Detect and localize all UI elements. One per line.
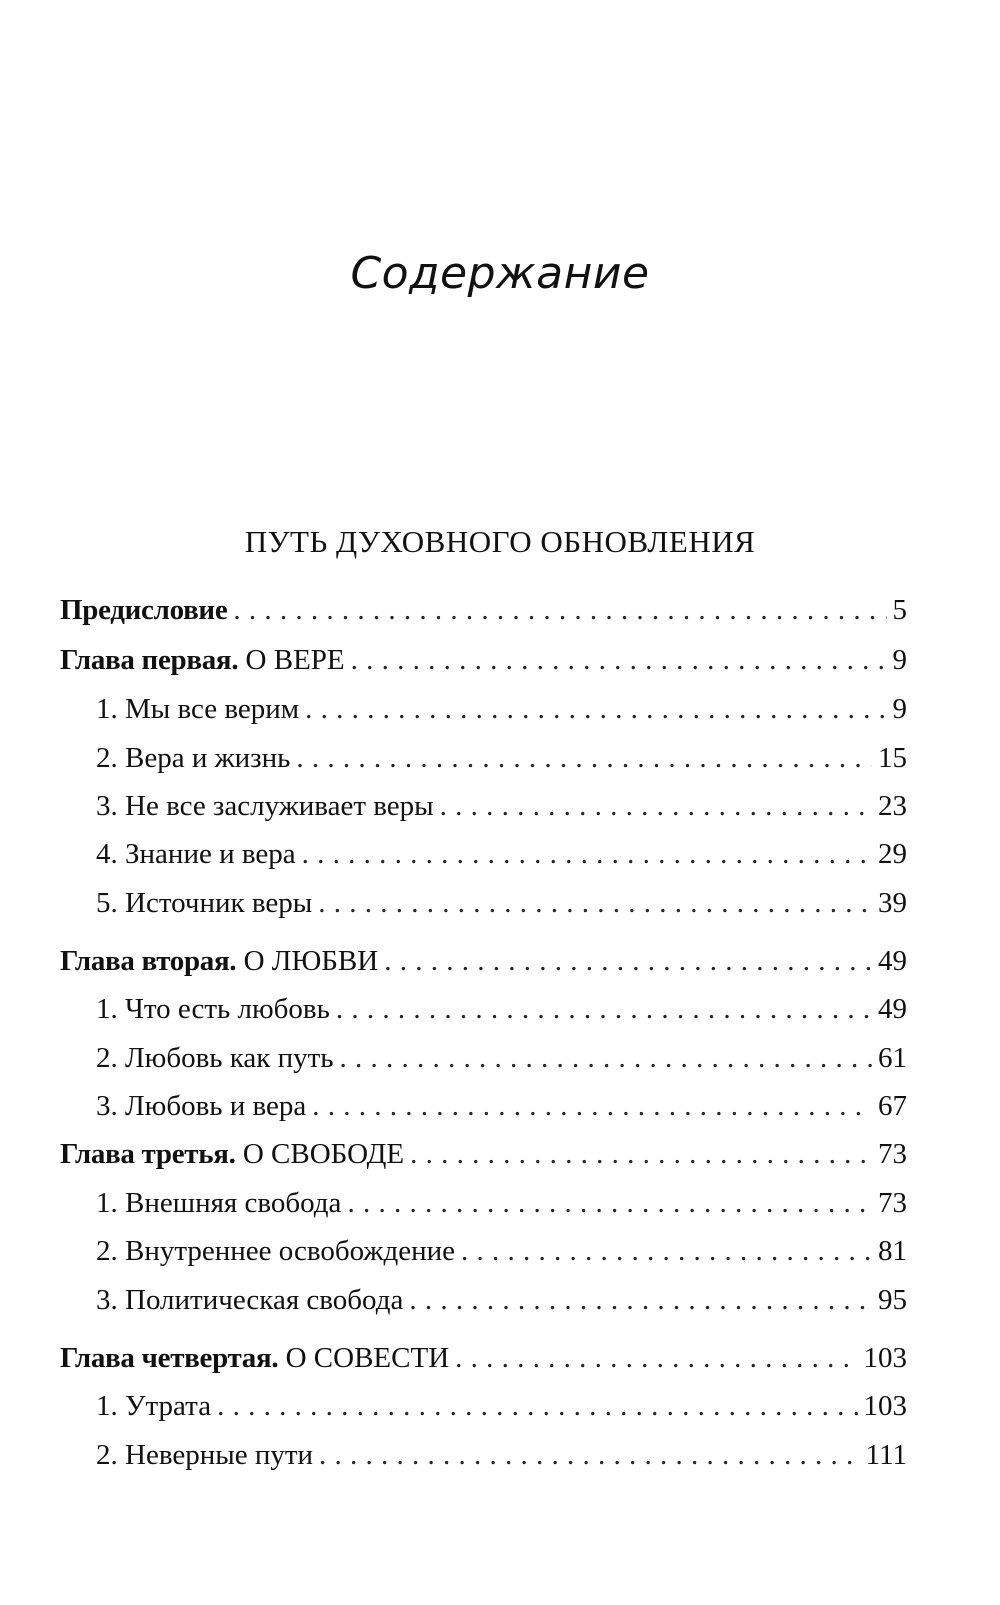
dot-leader	[340, 1038, 872, 1078]
toc-entry-section[interactable]	[96, 1386, 907, 1426]
toc-page-number: 81	[878, 1235, 907, 1267]
dot-leader	[296, 738, 872, 778]
toc-entry-section[interactable]	[96, 786, 907, 826]
toc-entry-label: 2. Внутреннее освобождение	[96, 1235, 455, 1267]
part-title: ПУТЬ ДУХОВНОГО ОБНОВЛЕНИЯ	[244, 524, 756, 559]
toc-page-number: 73	[878, 1138, 907, 1170]
toc-entry-label: Глава первая. О ВЕРЕ	[60, 644, 345, 676]
toc-entry-label: 2. Неверные пути	[96, 1439, 314, 1471]
toc-page-number: 49	[878, 993, 907, 1025]
dot-leader	[319, 1435, 860, 1475]
toc-entry-label: Глава третья. О СВОБОДЕ	[60, 1138, 405, 1170]
dot-leader	[347, 1183, 872, 1223]
dot-leader	[455, 1338, 857, 1378]
toc-page-number: 15	[878, 742, 907, 774]
toc-entry-label: Предисловие	[60, 594, 228, 626]
toc-page-number: 9	[892, 644, 907, 676]
dot-leader	[302, 834, 872, 874]
toc-entry-section[interactable]	[96, 1183, 907, 1223]
dot-leader	[305, 689, 886, 729]
toc-page-number: 61	[878, 1042, 907, 1074]
toc-page-number: 5	[892, 594, 907, 626]
toc-entry-section[interactable]	[96, 1038, 907, 1078]
toc-entry-label: 5. Источник веры	[96, 887, 313, 919]
toc-entry-label: Глава вторая. О ЛЮБВИ	[60, 945, 379, 977]
toc-entry-label: 2. Вера и жизнь	[96, 742, 291, 774]
dot-leader	[409, 1280, 872, 1320]
dot-leader	[318, 883, 872, 923]
toc-page-number: 23	[878, 790, 907, 822]
toc-entry-section[interactable]	[96, 883, 907, 923]
toc-entry-section[interactable]	[96, 1231, 907, 1271]
dot-leader	[410, 1134, 872, 1174]
dot-leader	[440, 786, 872, 826]
toc-page-number: 95	[878, 1284, 907, 1316]
toc-entry-label: 2. Любовь как путь	[96, 1042, 334, 1074]
toc-page-number: 103	[863, 1342, 907, 1374]
toc-page-number: 67	[878, 1090, 907, 1122]
toc-entry-chapter-1[interactable]	[60, 640, 907, 680]
dot-leader	[217, 1386, 857, 1426]
toc-entry-section[interactable]	[96, 834, 907, 874]
toc-entry-chapter-4[interactable]	[60, 1338, 907, 1378]
toc-entry-chapter-3[interactable]	[60, 1134, 907, 1174]
toc-page-number: 39	[878, 887, 907, 919]
toc-page-number: 111	[865, 1439, 907, 1471]
toc-page-number: 103	[863, 1390, 907, 1422]
toc-entry-label: 3. Любовь и вера	[96, 1090, 307, 1122]
toc-entry-label: Глава четвертая. О СОВЕСТИ	[60, 1342, 450, 1374]
dot-leader	[461, 1231, 872, 1271]
dot-leader	[233, 590, 886, 630]
toc-entry-label: 4. Знание и вера	[96, 838, 296, 870]
toc-entry-label: 1. Внешняя свобода	[96, 1187, 342, 1219]
toc-page-number: 49	[878, 945, 907, 977]
toc-entry-preface[interactable]	[60, 590, 907, 630]
toc-entry-section[interactable]	[96, 689, 907, 729]
toc-entry-chapter-2[interactable]	[60, 941, 907, 981]
toc-page-number: 29	[878, 838, 907, 870]
toc-entry-section[interactable]	[96, 1086, 907, 1126]
dot-leader	[351, 640, 887, 680]
toc-entry-label: 1. Мы все верим	[96, 693, 300, 725]
toc-entry-label: 1. Что есть любовь	[96, 993, 330, 1025]
toc-page-number: 9	[892, 693, 907, 725]
toc-entry-section[interactable]	[96, 738, 907, 778]
toc-title: Содержание	[350, 248, 650, 299]
toc-page-number: 73	[878, 1187, 907, 1219]
toc-entry-label: 3. Политическая свобода	[96, 1284, 404, 1316]
toc-entry-section[interactable]	[96, 1280, 907, 1320]
dot-leader	[384, 941, 872, 981]
dot-leader	[336, 989, 872, 1029]
toc-entry-label: 3. Не все заслуживает веры	[96, 790, 434, 822]
toc-entry-section[interactable]	[96, 1435, 907, 1475]
toc-entry-section[interactable]	[96, 989, 907, 1029]
dot-leader	[312, 1086, 872, 1126]
toc-entry-label: 1. Утрата	[96, 1390, 212, 1422]
